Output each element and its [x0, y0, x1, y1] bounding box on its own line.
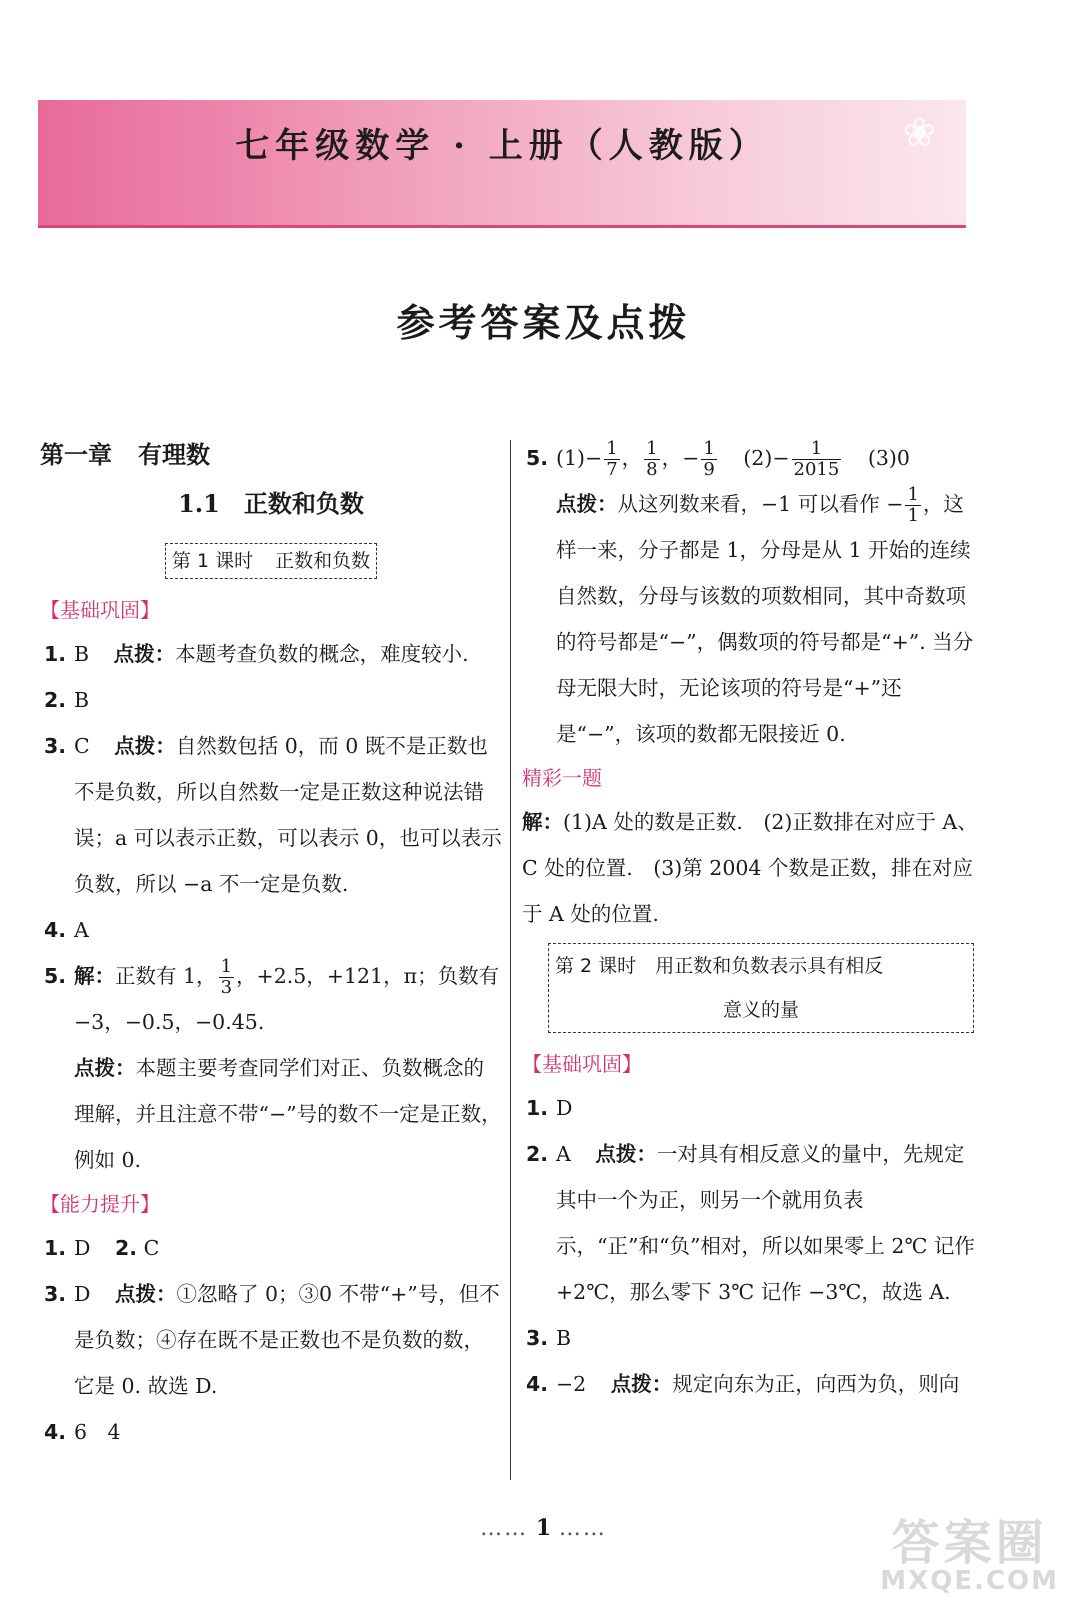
column-divider	[510, 440, 511, 1480]
item-number: 2.	[44, 688, 67, 712]
item-number: 3.	[44, 1282, 67, 1306]
section-number: 1.1	[178, 489, 220, 518]
tip-text: 一对具有相反意义的量中，先规定其中一个为正，则另一个就用负表示，“正”和“负”相对，所以如果零上 2℃ 记作 +2℃，那么零下 3℃ 记作 −3℃，故选 A.	[556, 1142, 975, 1304]
answer-text: (1)−	[556, 446, 603, 470]
solution-text: ，+2.5，+121，π；负数有 −3，−0.5，−0.45.	[74, 964, 500, 1034]
lesson-name: 正数和负数	[275, 550, 371, 572]
section-name: 正数和负数	[243, 489, 364, 518]
answer-value: 6 4	[74, 1420, 121, 1444]
tip-text: 从这列数来看，−1 可以看作 −	[617, 492, 904, 516]
section-heading	[40, 475, 502, 533]
answer-choice: C	[143, 1236, 160, 1260]
solution-label: 解：	[74, 964, 115, 988]
answer-text: (3)0	[867, 446, 910, 470]
fraction	[792, 439, 842, 480]
solution-text: (1)A 处的数是正数. (2)正数排在对应于 A、C 处的位置. (3)第 2004 个数是正数，排在对应于 A 处的位置.	[522, 810, 978, 926]
item-number: 5.	[44, 964, 67, 988]
denominator: 9	[703, 459, 715, 480]
fraction	[644, 439, 659, 480]
lesson-number: 第 2 课时	[555, 955, 637, 977]
item-number: 4.	[44, 1420, 67, 1444]
numerator: 1	[646, 438, 658, 459]
denominator: 1	[907, 505, 919, 526]
item-number: 3.	[44, 734, 67, 758]
page-number: 1	[535, 1515, 552, 1541]
denominator: 7	[606, 459, 618, 480]
left-column	[40, 435, 502, 1455]
fraction	[219, 957, 234, 998]
answer-item	[522, 1085, 978, 1131]
answer-choice: D	[556, 1096, 573, 1120]
footer-dots: ……	[558, 1516, 607, 1541]
item-number: 2.	[526, 1142, 549, 1166]
answer-item	[522, 1131, 978, 1315]
answer-item	[522, 1315, 978, 1361]
tag-basic: 【基础巩固】	[522, 1052, 642, 1076]
answer-choice: D	[74, 1236, 91, 1260]
fraction	[604, 439, 619, 480]
chapter-name: 有理数	[138, 441, 210, 469]
tag-special: 精彩一题	[522, 766, 602, 790]
fraction	[905, 485, 920, 526]
solution-label: 解：	[522, 810, 563, 834]
tip-text: ①忽略了 0；③0 不带“+”号，但不是负数；④存在既不是正数也不是负数的数，它是 0. 故选 D.	[74, 1282, 500, 1398]
answer-item	[40, 1225, 502, 1271]
fraction	[701, 439, 716, 480]
item-number: 3.	[526, 1326, 549, 1350]
numerator: 1	[792, 439, 842, 460]
answer-choice: B	[74, 642, 90, 666]
numerator: 1	[220, 956, 233, 977]
numerator: 1	[703, 438, 715, 459]
answer-item	[40, 953, 502, 1183]
tip-text: 本题主要考查同学们对正、负数概念的理解，并且注意不带“−”号的数不一定是正数，例如 0.	[74, 1056, 502, 1172]
tag-ability: 【能力提升】	[40, 1192, 160, 1216]
tip-label: 点拨：	[595, 1142, 657, 1166]
lesson-number: 第 1 课时	[171, 550, 254, 572]
answer-choice: A	[74, 918, 89, 942]
answer-item	[40, 631, 502, 677]
banner-title: 七年级数学 · 上册（人教版）	[235, 126, 769, 166]
item-number: 1.	[526, 1096, 549, 1120]
tip-text: 自然数包括 0，而 0 既不是正数也不是负数，所以自然数一定是正数这种说法错误；a 可以表示正数，可以表示 0，也可以表示负数，所以 −a 不一定是负数.	[74, 734, 502, 896]
answer-text: ，−	[661, 446, 700, 470]
answer-choice: A	[556, 1142, 571, 1166]
tip-text: 本题考查负数的概念，难度较小.	[175, 642, 469, 666]
tip-text: 规定向东为正，向西为负，则向	[672, 1372, 960, 1396]
tip-label: 点拨：	[556, 492, 618, 516]
watermark-url: MXQE.COM	[880, 1566, 1059, 1596]
special-solution	[522, 799, 978, 937]
lesson-name: 用正数和负数表示具有相反	[655, 955, 884, 977]
answer-choice: C	[74, 734, 90, 758]
answer-item	[40, 677, 502, 723]
denominator: 8	[646, 459, 658, 480]
watermark-logo	[880, 1515, 1059, 1596]
answer-choice: B	[74, 688, 90, 712]
watermark-text: 答案圈	[891, 1515, 1048, 1571]
item-number: 4.	[526, 1372, 549, 1396]
numerator: 1	[907, 484, 919, 505]
numerator: 1	[606, 438, 618, 459]
answer-item	[40, 907, 502, 953]
lesson-name-cont: 意义的量	[722, 999, 799, 1021]
item-number: 1.	[44, 1236, 67, 1260]
lesson-1-box	[165, 543, 377, 579]
tip-label: 点拨：	[113, 642, 176, 666]
tip-label: 点拨：	[114, 734, 176, 758]
tip-label: 点拨：	[74, 1056, 136, 1080]
answer-text: (2)−	[743, 446, 790, 470]
item-number: 5.	[526, 446, 549, 470]
answer-item	[522, 1361, 978, 1407]
answer-choice: D	[74, 1282, 91, 1306]
solution-text: 正数有 1，	[115, 964, 217, 988]
answer-text: ，	[621, 446, 643, 470]
item-number: 2.	[114, 1236, 138, 1260]
answer-choice: B	[556, 1326, 572, 1350]
answer-item	[40, 1409, 502, 1455]
butterfly-icon: ❀	[902, 110, 936, 156]
answer-value: −2	[556, 1372, 587, 1396]
answer-item	[40, 723, 502, 907]
lesson-2-box	[548, 943, 974, 1033]
denominator: 2015	[793, 459, 840, 480]
answer-item	[522, 435, 978, 757]
right-column	[522, 435, 978, 1407]
tip-label: 点拨：	[114, 1282, 177, 1306]
item-number: 4.	[44, 918, 67, 942]
item-number: 1.	[44, 642, 67, 666]
denominator: 3	[220, 977, 233, 998]
chapter-heading	[40, 435, 502, 475]
header-banner	[38, 100, 966, 228]
footer-dots: ……	[480, 1516, 529, 1541]
tip-text: ，这样一来，分子都是 1，分母是从 1 开始的连续自然数，分母与该数的项数相同，其中奇数项的符号都是“−”，偶数项的符号都是“+”. 当分母无限大时，无论该项的符号是“+”还是“−”，该项的数都无限接近 0.	[556, 492, 974, 746]
tip-label: 点拨：	[610, 1372, 673, 1396]
chapter-number: 第一章	[40, 441, 112, 469]
answer-item	[40, 1271, 502, 1409]
tag-basic: 【基础巩固】	[40, 598, 160, 622]
page-title: 参考答案及点拨	[396, 300, 691, 345]
